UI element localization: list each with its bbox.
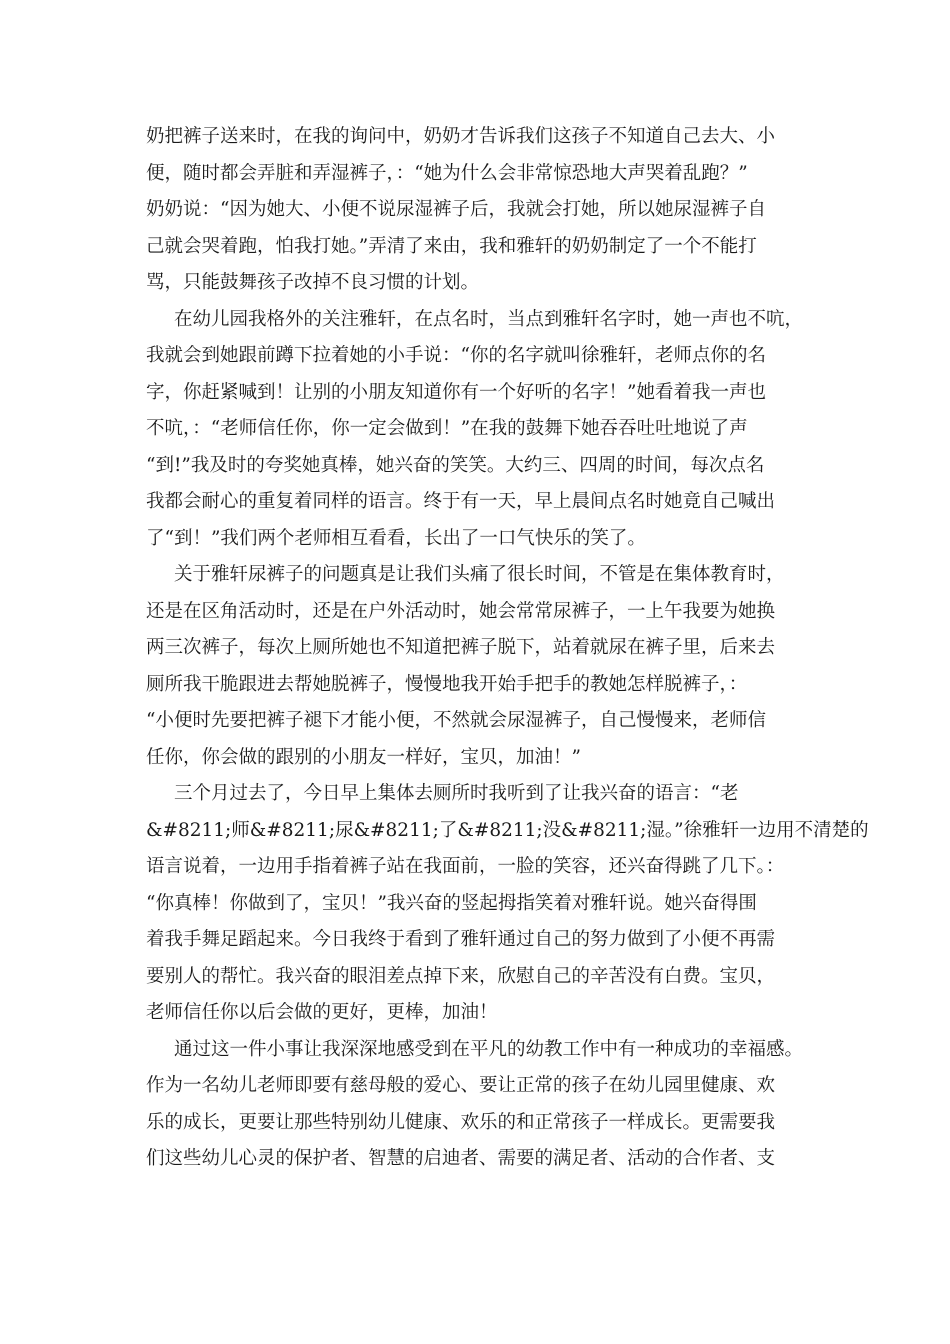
text-line: 字，你赶紧喊到！让别的小朋友知道你有一个好听的名字！”她看着我一声也 [146,381,766,403]
text-line: “你真棒！你做到了，宝贝！”我兴奋的竖起拇指笑着对雅轩说。她兴奋得围 [146,892,757,914]
paragraph-first-line: 关于雅轩尿裤子的问题真是让我们头痛了很长时间，不管是在集体教育时， [174,564,785,585]
text-line: 了“到！”我们两个老师相互看看，长出了一口气快乐的笑了。 [146,527,646,549]
text-line: 语言说着，一边用手指着裤子站在我面前，一脸的笑容，还兴奋得跳了几下。： [146,856,785,877]
text-line: 两三次裤子，每次上厕所她也不知道把裤子脱下，站着就尿在裤子里，后来去 [146,637,776,658]
text-line: “小便时先要把裤子褪下才能小便，不然就会尿湿裤子，自己慢慢来，老师信 [146,710,766,731]
text-line: “到!”我及时的夸奖她真棒，她兴奋的笑笑。大约三、四周的时间，每次点名 [146,454,765,476]
text-line: 们这些幼儿心灵的保护者、智慧的启迪者、需要的满足者、活动的合作者、支 [146,1148,776,1169]
text-line: 我都会耐心的重复着同样的语言。终于有一天，早上晨间点名时她竟自己喊出 [146,491,776,512]
text-line: 便，随时都会弄脏和弄湿裤子，：“她为什么会非常惊恐地大声哭着乱跑？” [146,162,748,184]
text-line: 乐的成长，更要让那些特别幼儿健康、欢乐的和正常孩子一样成长。更需要我 [146,1111,776,1133]
text-line: 我就会到她跟前蹲下拉着她的小手说：“你的名字就叫徐雅轩，老师点你的名 [146,345,766,366]
paragraph-first-line: 三个月过去了，今日早上集体去厕所时我听到了让我兴奋的语言：“老 [174,783,739,804]
body-text [146,119,869,1178]
text-line: 不吭，：“老师信任你，你一定会做到！”在我的鼓舞下她吞吞吐吐地说了声 [146,418,748,439]
text-line: 任你，你会做的跟别的小朋友一样好，宝贝，加油！” [146,746,581,768]
text-line: 要别人的帮忙。我兴奋的眼泪差点掉下来，欣慰自己的辛苦没有白费。宝贝， [146,965,776,987]
text-line: 作为一名幼儿老师即要有慈母般的爱心、要让正常的孩子在幼儿园里健康、欢 [146,1075,776,1096]
paragraph-first-line: 在幼儿园我格外的关注雅轩，在点名时，当点到雅轩名字时，她一声也不吭， [174,308,804,330]
paragraph-first-line: 通过这一件小事让我深深地感受到在平凡的幼教工作中有一种成功的幸福感。 [174,1038,804,1060]
text-line: 奶把裤子送来时，在我的询问中，奶奶才告诉我们这孩子不知道自己去大、小 [146,126,776,147]
text-line: 厕所我干脆跟进去帮她脱裤子，慢慢地我开始手把手的教她怎样脱裤子，： [146,673,748,695]
text-line: 还是在区角活动时，还是在户外活动时，她会常常尿裤子，一上午我要为她换 [146,600,776,622]
text-line: 骂，只能鼓舞孩子改掉不良习惯的计划。 [146,272,480,293]
text-line: &#8211;师&#8211;尿&#8211;了&#8211;没&#8211;湿。”徐雅轩一边用不清楚的 [146,819,869,841]
text-line: 老师信任你以后会做的更好，更棒，加油！ [146,1002,498,1023]
text-line: 己就会哭着跑，怕我打她。”弄清了来由，我和雅轩的奶奶制定了一个不能打 [146,235,757,257]
text-line: 着我手舞足蹈起来。今日我终于看到了雅轩通过自己的努力做到了小便不再需 [146,929,776,950]
text-line: 奶奶说：“因为她大、小便不说尿湿裤子后，我就会打她，所以她尿湿裤子自 [146,199,766,220]
